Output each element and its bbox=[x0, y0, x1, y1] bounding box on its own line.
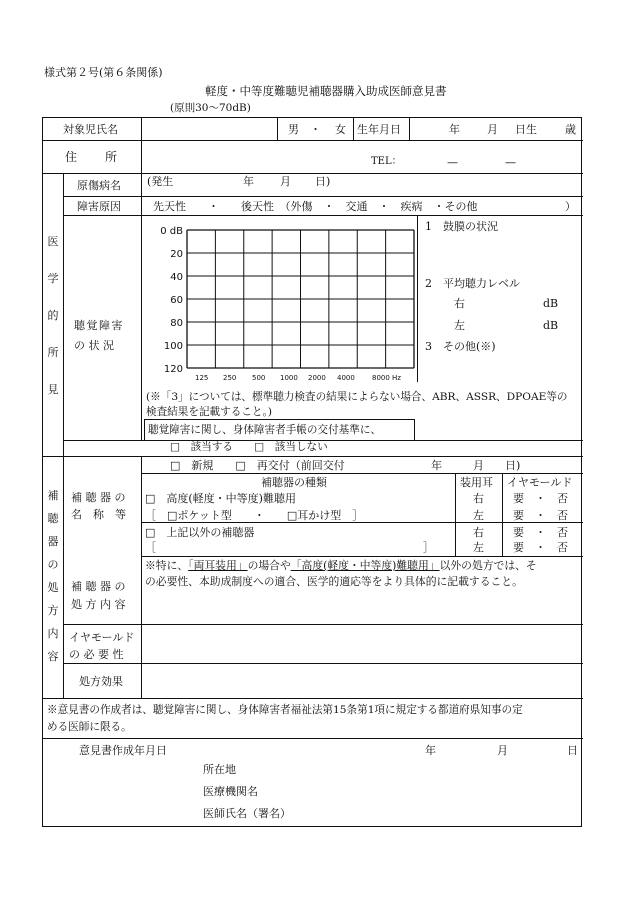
onset-day-unit: 日) bbox=[315, 175, 331, 188]
prescription-effect-field[interactable] bbox=[142, 664, 582, 697]
address-label-1: 住 bbox=[65, 150, 78, 164]
prescription-label-1: 補 聴 器 の bbox=[71, 580, 126, 593]
prescription-note-line-1: ※特に、「両耳装用」の場合や「高度(軽度・中等度)難聴用」以外の処方では、そ bbox=[145, 559, 537, 572]
option-aid-style[interactable]: ［ □ポケット型 ・ □耳かけ型 ］ bbox=[145, 509, 364, 522]
hearing-aid-prescription-side-label: 補 聴 器 の 処 方 内 容 bbox=[47, 489, 59, 663]
document-subtitle: (原則30〜70dB) bbox=[170, 102, 251, 114]
birth-month-unit: 月 bbox=[487, 123, 498, 136]
age-unit: 歳 bbox=[565, 123, 576, 136]
left-ear-db-unit: dB bbox=[543, 319, 559, 332]
other-aid-bracket-open: ［ bbox=[145, 541, 156, 554]
certificate-criteria-text: 聴覚障害に関し、身体障害者手帳の交付基準に、 bbox=[148, 424, 382, 436]
doctor-signature-label: 医師氏名（署名） bbox=[203, 807, 291, 820]
left-ear-label: 左 bbox=[454, 319, 465, 332]
cause-label: 原傷病名 bbox=[77, 179, 121, 192]
option-other-aid[interactable]: □ 上記以外の補聴器 bbox=[145, 526, 255, 539]
tel-label: TEL： bbox=[371, 156, 402, 167]
origin-options[interactable]: 先天性 ・ 後天性 （外傷 ・ 交通 ・ 疾病 ・その他 bbox=[153, 200, 478, 213]
hearing-status-label-1: 聴覚障害 bbox=[74, 319, 124, 332]
birth-date-label: 生年月日 bbox=[357, 123, 401, 136]
previous-issue-day: 日) bbox=[505, 459, 521, 472]
ear-right-1[interactable]: 右 bbox=[473, 492, 484, 505]
audiogram-chart[interactable] bbox=[147, 220, 415, 384]
opinion-date-day: 日 bbox=[567, 744, 578, 757]
audiogram-x-tick-label: 4000 bbox=[337, 374, 355, 382]
sex-female-option[interactable]: 女 bbox=[335, 123, 346, 136]
audiogram-x-tick-label: 2000 bbox=[308, 374, 326, 382]
ear-left-1[interactable]: 左 bbox=[473, 509, 484, 522]
audiogram-y-tick-label: 60 bbox=[170, 295, 183, 306]
prescription-note-line-2: の必要性、本助成制度への適合、医学的適応等をより具体的に記載すること。 bbox=[145, 575, 523, 588]
hearing-aid-name-label-1: 補 聴 器 の bbox=[71, 491, 126, 504]
earmold-need-label-1: イヤモールド bbox=[69, 631, 135, 644]
earmold-need-1[interactable]: 要 ・ 否 bbox=[513, 492, 568, 505]
location-label: 所在地 bbox=[203, 763, 236, 776]
previous-issue-month: 月 bbox=[473, 459, 484, 472]
audiogram-y-tick-label: 40 bbox=[170, 272, 183, 283]
form-number: 様式第２号(第６条関係) bbox=[44, 66, 163, 79]
document-title: 軽度・中等度難聴児補聴器購入助成医師意見書 bbox=[205, 84, 447, 98]
opinion-date-label: 意見書作成年月日 bbox=[79, 744, 167, 757]
birth-year-unit: 年 bbox=[449, 123, 460, 136]
hearing-aid-name-label-2: 名 称 等 bbox=[71, 508, 126, 521]
opinion-date-month: 月 bbox=[497, 744, 508, 757]
certificate-criteria-options[interactable]: □ 該当する □ 該当しない bbox=[170, 441, 328, 453]
new-reissue-options[interactable]: □ 新規 □ 再交付（前回交付 bbox=[170, 459, 345, 472]
earmold-need-4[interactable]: 要 ・ 否 bbox=[513, 541, 568, 554]
audiogram-y-tick-label: 80 bbox=[170, 318, 183, 329]
column-worn-ear: 装用耳 bbox=[460, 476, 493, 489]
prescription-content-field[interactable] bbox=[142, 593, 582, 623]
audiogram-y-tick-label: 120 bbox=[163, 364, 183, 375]
right-ear-db-unit: dB bbox=[543, 297, 559, 310]
tel-dash-1: — bbox=[447, 156, 458, 169]
earmold-need-field[interactable] bbox=[142, 625, 582, 662]
child-name-label: 対象児氏名 bbox=[63, 123, 118, 136]
audiogram-note-line-1: (※「3」については、標準聴力検査の結果によらない場合、ABR、ASSR、DPOAE等の bbox=[146, 391, 568, 403]
audiogram-x-ticks bbox=[195, 374, 401, 382]
audiogram-x-tick-label: 250 bbox=[223, 374, 237, 382]
audiogram-note-line-2: 検査結果を記載すること。) bbox=[146, 406, 272, 418]
author-qualification-note-1: ※意見書の作成者は、聴覚障害に関し、身体障害者福祉法第15条第1項に規定する都道府県知事の定 bbox=[47, 704, 523, 716]
hearing-status-label-2: の 状 況 bbox=[74, 339, 114, 352]
audiogram-y-tick-label: 0 dB bbox=[160, 226, 183, 237]
prescription-label-2: 処 方 内 容 bbox=[71, 598, 126, 611]
address-label-2: 所 bbox=[105, 150, 118, 164]
onset-prefix: (発生 bbox=[147, 175, 174, 188]
earmold-need-3[interactable]: 要 ・ 否 bbox=[513, 526, 568, 539]
other-aid-bracket-close: ］ bbox=[423, 541, 434, 554]
onset-year-unit: 年 bbox=[243, 175, 254, 188]
audiogram-grid bbox=[187, 230, 414, 368]
right-ear-label: 右 bbox=[454, 297, 465, 310]
opinion-date-year: 年 bbox=[425, 744, 436, 757]
ear-right-2[interactable]: 右 bbox=[473, 526, 484, 539]
audiogram-y-tick-label: 100 bbox=[163, 341, 183, 352]
option-high-grade-aid[interactable]: □ 高度(軽度・中等度)難聴用 bbox=[145, 492, 296, 505]
birth-day-unit: 日生 bbox=[515, 123, 537, 136]
author-qualification-note-2: める医師に限る。 bbox=[47, 721, 132, 733]
ear-left-2[interactable]: 左 bbox=[473, 541, 484, 554]
origin-close-paren: ） bbox=[565, 200, 576, 213]
other-item: 3 その他(※) bbox=[425, 340, 496, 353]
sex-separator: ・ bbox=[310, 123, 321, 136]
audiogram-x-tick-label: 8000 Hz bbox=[372, 374, 401, 382]
institution-label: 医療機関名 bbox=[203, 785, 258, 798]
tel-dash-2: — bbox=[505, 156, 516, 169]
audiogram-y-ticks bbox=[160, 226, 183, 375]
earmold-need-2[interactable]: 要 ・ 否 bbox=[513, 509, 568, 522]
audiogram-x-tick-label: 125 bbox=[195, 374, 209, 382]
origin-label: 障害原因 bbox=[77, 200, 121, 213]
prescription-effect-label: 処方効果 bbox=[79, 675, 123, 688]
onset-month-unit: 月 bbox=[280, 175, 291, 188]
audiogram-x-tick-label: 1000 bbox=[280, 374, 298, 382]
medical-findings-side-label: 医 学 的 所 見 bbox=[47, 235, 59, 396]
earmold-need-label-2: の 必 要 性 bbox=[69, 648, 124, 661]
average-hearing-level-item: 2 平均聴力レベル bbox=[425, 277, 520, 290]
opinion-form-table bbox=[42, 117, 582, 827]
column-hearing-aid-type: 補聴器の種類 bbox=[261, 476, 327, 489]
previous-issue-year: 年 bbox=[431, 459, 442, 472]
audiogram-y-tick-label: 20 bbox=[170, 249, 183, 260]
audiogram-x-tick-label: 500 bbox=[252, 374, 266, 382]
column-earmold: イヤモールド bbox=[507, 476, 573, 489]
sex-male-option[interactable]: 男 bbox=[288, 123, 299, 136]
eardrum-status-item: 1 鼓膜の状況 bbox=[425, 220, 498, 233]
